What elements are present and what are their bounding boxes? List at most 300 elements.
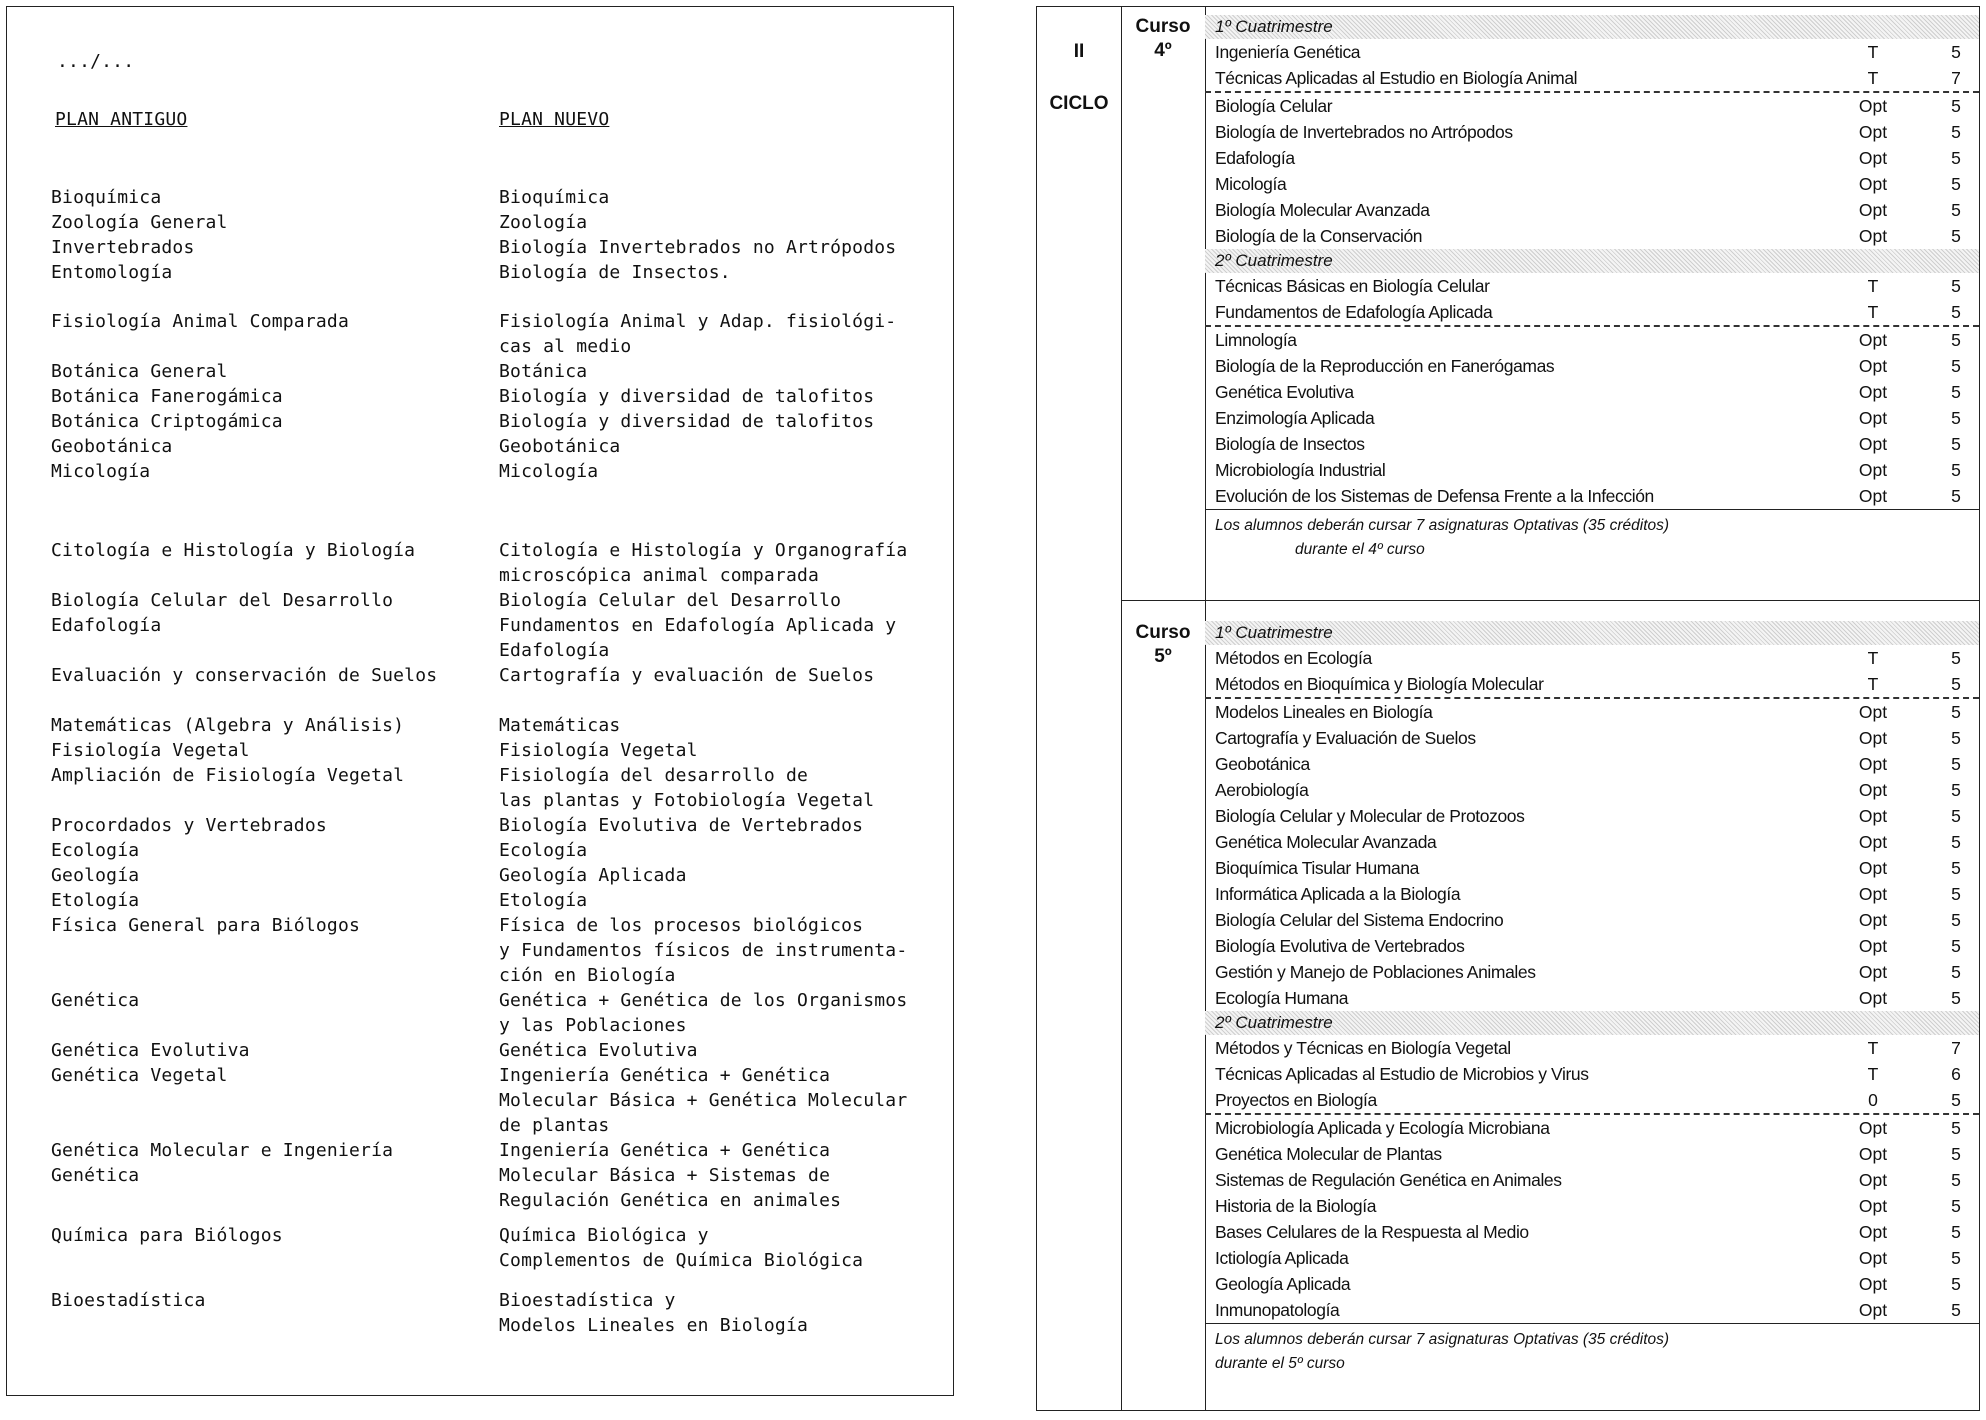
subject-credits: 5 (1951, 356, 1961, 376)
old-plan-subject (51, 913, 491, 938)
continuation-mark: .../... (57, 51, 135, 72)
optional-subject-row (1205, 697, 1979, 725)
curso-word: Curso (1135, 622, 1191, 643)
subject-credits: 5 (1951, 200, 1961, 220)
optional-subject-row (1205, 353, 1979, 379)
old-subject-line: Genética (51, 1165, 140, 1186)
old-plan-subject (51, 1063, 491, 1088)
old-subject-line: Física General para Biólogos (51, 915, 361, 936)
optional-subject-row (1205, 829, 1979, 855)
old-subject-line: Genética Molecular e Ingeniería (51, 1140, 394, 1161)
optional-subject-row (1205, 379, 1979, 405)
subject-credits: 5 (1951, 174, 1961, 194)
subject-type: Opt (1858, 858, 1888, 878)
subject-credits: 5 (1951, 1118, 1961, 1138)
subject-credits: 7 (1951, 68, 1961, 88)
new-subject-line: Ingeniería Genética + Genética (499, 1065, 831, 1086)
optional-subject-row (1205, 1113, 1979, 1141)
old-plan-subject (51, 185, 491, 210)
new-subject-line: las plantas y Fotobiología Vegetal (499, 790, 875, 811)
old-subject-line: Genética Vegetal (51, 1065, 228, 1086)
old-plan-subject (51, 210, 491, 235)
old-plan-subject (51, 813, 491, 838)
ciclo-ii-table (1036, 6, 1980, 1411)
old-subject-line: Botánica Criptogámica (51, 411, 283, 432)
subject-credits: 5 (1951, 988, 1961, 1008)
optional-subject-row (1205, 1193, 1979, 1219)
semester-header: 1º Cuatrimestre (1205, 621, 1979, 645)
curso-number: 4º (1154, 40, 1172, 61)
subject-credits: 5 (1951, 96, 1961, 116)
old-subject-line: Fisiología Vegetal (51, 740, 250, 761)
old-subject-line: Botánica Fanerogámica (51, 386, 283, 407)
old-plan-subject (51, 613, 491, 638)
subject-name: Ingeniería Genética (1215, 42, 1361, 62)
subject-name: Proyectos en Biología (1215, 1090, 1377, 1110)
curso-5-label (1121, 621, 1205, 669)
optional-subject-row (1205, 1245, 1979, 1271)
new-plan-subject (499, 588, 949, 613)
subject-credits: 5 (1951, 1248, 1961, 1268)
subject-credits: 5 (1951, 702, 1961, 722)
old-plan-subject (51, 409, 491, 434)
optional-subject-row (1205, 725, 1979, 751)
subject-credits: 5 (1951, 754, 1961, 774)
subject-name: Biología Celular y Molecular de Protozoos (1215, 806, 1525, 826)
new-plan-subject (499, 459, 949, 484)
subject-credits: 5 (1951, 728, 1961, 748)
old-plan-subject (51, 260, 491, 285)
subject-name: Genética Molecular de Plantas (1215, 1144, 1442, 1164)
subject-credits: 5 (1951, 330, 1961, 350)
subject-credits: 5 (1951, 1300, 1961, 1320)
new-subject-line: Geología Aplicada (499, 865, 687, 886)
subject-type: Opt (1858, 122, 1888, 142)
new-subject-line: ción en Biología (499, 965, 676, 986)
subject-type: T (1867, 68, 1879, 88)
subject-credits: 5 (1951, 42, 1961, 62)
core-subject-row (1205, 299, 1979, 325)
new-plan-subject (499, 409, 949, 434)
subject-name: Micología (1215, 174, 1287, 194)
subject-name: Bioquímica Tisular Humana (1215, 858, 1419, 878)
curso-word: Curso (1135, 16, 1191, 37)
subject-type: Opt (1858, 1300, 1888, 1320)
old-plan-subject (51, 738, 491, 763)
subject-type: Opt (1858, 1118, 1888, 1138)
subject-type: T (1867, 674, 1879, 694)
ciclo-label: CICLO (1049, 93, 1109, 114)
subject-credits: 5 (1951, 382, 1961, 402)
subject-type: Opt (1858, 356, 1888, 376)
subject-credits: 5 (1951, 1170, 1961, 1190)
optional-subject-row (1205, 223, 1979, 249)
new-plan-subject (499, 260, 949, 285)
subject-credits: 5 (1951, 434, 1961, 454)
subject-credits: 5 (1951, 148, 1961, 168)
semester-header: 2º Cuatrimestre (1205, 1011, 1979, 1035)
subject-name: Limnología (1215, 330, 1297, 350)
subject-type: T (1867, 1038, 1879, 1058)
optativas-note (1205, 1323, 1979, 1376)
new-plan-subject (499, 863, 949, 888)
note-line: Los alumnos deberán cursar 7 asignaturas Optativas (35 créditos) (1215, 517, 1670, 534)
subject-name: Bases Celulares de la Respuesta al Medio (1215, 1222, 1529, 1242)
subject-name: Biología de Insectos (1215, 434, 1365, 454)
core-subject-row (1205, 1035, 1979, 1061)
plan-equivalence-page (6, 6, 954, 1396)
new-plan-subject (499, 1288, 949, 1338)
new-subject-line: Fisiología Animal y Adap. fisiológi- (499, 311, 897, 332)
old-subject-line: Zoología General (51, 212, 228, 233)
subject-type: T (1867, 276, 1879, 296)
new-plan-subject (499, 613, 949, 663)
subject-type: Opt (1858, 408, 1888, 428)
subject-type: Opt (1858, 962, 1888, 982)
new-plan-subject (499, 888, 949, 913)
subject-credits: 6 (1951, 1064, 1961, 1084)
subject-type: T (1867, 302, 1879, 322)
subject-name: Biología Celular del Sistema Endocrino (1215, 910, 1504, 930)
old-subject-line: Micología (51, 461, 151, 482)
subject-credits: 5 (1951, 780, 1961, 800)
subject-credits: 5 (1951, 408, 1961, 428)
old-subject-line: Etología (51, 890, 140, 911)
old-plan-subject (51, 838, 491, 863)
new-subject-line: Edafología (499, 640, 610, 661)
new-plan-subject (499, 359, 949, 384)
optional-subject-row (1205, 171, 1979, 197)
optional-subject-row (1205, 1297, 1979, 1323)
old-subject-line: Ampliación de Fisiología Vegetal (51, 765, 405, 786)
subject-name: Inmunopatología (1215, 1300, 1340, 1320)
optional-subject-row (1205, 91, 1979, 119)
new-subject-line: microscópica animal comparada (499, 565, 820, 586)
subject-name: Métodos y Técnicas en Biología Vegetal (1215, 1038, 1511, 1058)
subject-name: Biología de Invertebrados no Artrópodos (1215, 122, 1513, 142)
new-subject-line: Biología Celular del Desarrollo (499, 590, 842, 611)
subject-credits: 5 (1951, 1222, 1961, 1242)
old-plan-subject (51, 309, 491, 334)
subject-type: Opt (1858, 486, 1888, 506)
new-subject-line: y Fundamentos físicos de instrumenta- (499, 940, 908, 961)
old-plan-subject (51, 588, 491, 613)
core-subject-row (1205, 671, 1979, 697)
new-subject-line: Fundamentos en Edafología Aplicada y (499, 615, 897, 636)
optional-subject-row (1205, 431, 1979, 457)
optional-subject-row (1205, 933, 1979, 959)
old-plan-subject (51, 1223, 491, 1248)
subject-name: Biología de la Conservación (1215, 226, 1423, 246)
new-plan-subject (499, 1138, 949, 1213)
old-subject-line: Evaluación y conservación de Suelos (51, 665, 438, 686)
new-subject-line: Matemáticas (499, 715, 621, 736)
subject-type: Opt (1858, 226, 1888, 246)
new-plan-subject (499, 309, 949, 359)
new-plan-subject (499, 1223, 949, 1273)
subject-credits: 5 (1951, 884, 1961, 904)
subject-name: Edafología (1215, 148, 1295, 168)
subject-credits: 5 (1951, 858, 1961, 878)
new-subject-line: Genética + Genética de los Organismos (499, 990, 908, 1011)
subject-name: Informática Aplicada a la Biología (1215, 884, 1461, 904)
subject-credits: 5 (1951, 832, 1961, 852)
new-subject-line: Biología y diversidad de talofitos (499, 411, 875, 432)
old-subject-line: Ecología (51, 840, 140, 861)
old-subject-line: Citología e Histología y Biología (51, 540, 416, 561)
subject-type: Opt (1858, 806, 1888, 826)
core-subject-row (1205, 273, 1979, 299)
subject-credits: 5 (1951, 486, 1961, 506)
semester-header: 2º Cuatrimestre (1205, 249, 1979, 273)
new-subject-line: Ecología (499, 840, 588, 861)
subject-type: Opt (1858, 754, 1888, 774)
old-subject-line: Botánica General (51, 361, 228, 382)
old-subject-line: Entomología (51, 262, 173, 283)
old-subject-line: Fisiología Animal Comparada (51, 311, 349, 332)
subject-credits: 5 (1951, 1196, 1961, 1216)
subject-type: Opt (1858, 382, 1888, 402)
subject-type: Opt (1858, 832, 1888, 852)
old-subject-line: Invertebrados (51, 237, 195, 258)
optional-subject-row (1205, 119, 1979, 145)
old-plan-subject (51, 235, 491, 260)
optional-subject-row (1205, 325, 1979, 353)
subject-name: Biología Celular (1215, 96, 1333, 116)
subject-type: Opt (1858, 1222, 1888, 1242)
old-plan-subject (51, 713, 491, 738)
core-subject-row (1205, 65, 1979, 91)
optional-subject-row (1205, 881, 1979, 907)
old-plan-subject (51, 863, 491, 888)
new-plan-subject (499, 538, 949, 588)
subject-type: Opt (1858, 148, 1888, 168)
new-plan-subject (499, 235, 949, 260)
old-subject-line: Bioestadística (51, 1290, 206, 1311)
subject-name: Geobotánica (1215, 754, 1310, 774)
new-plan-subject (499, 813, 949, 838)
new-subject-line: Biología de Insectos. (499, 262, 731, 283)
subject-name: Métodos en Ecología (1215, 648, 1372, 668)
subject-credits: 5 (1951, 122, 1961, 142)
note-line: Los alumnos deberán cursar 7 asignaturas Optativas (35 créditos) (1215, 1331, 1670, 1348)
subject-name: Técnicas Aplicadas al Estudio en Biología Animal (1215, 68, 1578, 88)
subject-type: T (1867, 42, 1879, 62)
subject-type: Opt (1858, 936, 1888, 956)
new-subject-line: cas al medio (499, 336, 632, 357)
optional-subject-row (1205, 457, 1979, 483)
subject-credits: 5 (1951, 936, 1961, 956)
subject-credits: 5 (1951, 1090, 1961, 1110)
new-subject-line: Bioestadística y (499, 1290, 676, 1311)
subject-type: Opt (1858, 1170, 1888, 1190)
new-plan-subject (499, 663, 949, 688)
subject-type: Opt (1858, 1248, 1888, 1268)
old-subject-line: Genética (51, 990, 140, 1011)
subject-name: Fundamentos de Edafología Aplicada (1215, 302, 1493, 322)
core-subject-row (1205, 645, 1979, 671)
optional-subject-row (1205, 855, 1979, 881)
new-subject-line: Regulación Genética en animales (499, 1190, 842, 1211)
old-subject-line: Biología Celular del Desarrollo (51, 590, 394, 611)
new-subject-line: Fisiología del desarrollo de (499, 765, 809, 786)
old-plan-subject (51, 763, 491, 788)
header-plan-nuevo: PLAN NUEVO (499, 109, 610, 130)
subject-name: Microbiología Industrial (1215, 460, 1386, 480)
subject-type: Opt (1858, 174, 1888, 194)
optional-subject-row (1205, 985, 1979, 1011)
new-subject-line: Micología (499, 461, 599, 482)
old-subject-line: Geología (51, 865, 140, 886)
curso-5-block (1205, 621, 1979, 1376)
note-line: durante el 4º curso (1295, 541, 1425, 558)
subject-credits: 7 (1951, 1038, 1961, 1058)
new-subject-line: Zoología (499, 212, 588, 233)
new-plan-subject (499, 434, 949, 459)
subject-credits: 5 (1951, 460, 1961, 480)
optional-subject-row (1205, 751, 1979, 777)
subject-credits: 5 (1951, 962, 1961, 982)
subject-type: Opt (1858, 988, 1888, 1008)
subject-type: Opt (1858, 1274, 1888, 1294)
new-subject-line: Citología e Histología y Organografía (499, 540, 908, 561)
old-plan-subject (51, 663, 491, 688)
old-plan-subject (51, 1038, 491, 1063)
optional-subject-row (1205, 1271, 1979, 1297)
old-plan-subject (51, 538, 491, 563)
new-subject-line: Modelos Lineales en Biología (499, 1315, 809, 1336)
old-subject-line: Matemáticas (Algebra y Análisis) (51, 715, 405, 736)
new-plan-subject (499, 988, 949, 1038)
subject-type: Opt (1858, 1144, 1888, 1164)
new-plan-subject (499, 838, 949, 863)
subject-type: Opt (1858, 434, 1888, 454)
subject-credits: 5 (1951, 1144, 1961, 1164)
new-subject-line: Física de los procesos biológicos (499, 915, 864, 936)
optional-subject-row (1205, 1219, 1979, 1245)
optativas-note (1205, 509, 1979, 562)
subject-type: Opt (1858, 96, 1888, 116)
curso-4-label (1121, 15, 1205, 63)
new-subject-line: Geobotánica (499, 436, 621, 457)
new-subject-line: Molecular Básica + Sistemas de (499, 1165, 831, 1186)
new-subject-line: Etología (499, 890, 588, 911)
new-subject-line: Cartografía y evaluación de Suelos (499, 665, 875, 686)
optional-subject-row (1205, 777, 1979, 803)
subject-name: Genética Evolutiva (1215, 382, 1354, 402)
subject-name: Gestión y Manejo de Poblaciones Animales (1215, 962, 1536, 982)
subject-name: Enzimología Aplicada (1215, 408, 1375, 428)
old-subject-line: Geobotánica (51, 436, 173, 457)
optional-subject-row (1205, 803, 1979, 829)
new-subject-line: Química Biológica y (499, 1225, 709, 1246)
subject-name: Biología de la Reproducción en Fanerógamas (1215, 356, 1555, 376)
subject-name: Ecología Humana (1215, 988, 1349, 1008)
old-plan-subject (51, 434, 491, 459)
new-subject-line: Molecular Básica + Genética Molecular (499, 1090, 908, 1111)
optional-subject-row (1205, 197, 1979, 223)
subject-type: Opt (1858, 728, 1888, 748)
new-subject-line: Biología Invertebrados no Artrópodos (499, 237, 897, 258)
subject-type: T (1867, 1064, 1879, 1084)
new-plan-subject (499, 210, 949, 235)
subject-name: Evolución de los Sistemas de Defensa Frente a la Infección (1215, 486, 1654, 506)
optional-subject-row (1205, 907, 1979, 933)
new-subject-line: y las Poblaciones (499, 1015, 687, 1036)
new-plan-subject (499, 1063, 949, 1138)
new-plan-subject (499, 763, 949, 813)
semester-header: 1º Cuatrimestre (1205, 15, 1979, 39)
column-divider (1121, 7, 1122, 1410)
subject-credits: 5 (1951, 648, 1961, 668)
old-plan-subject (51, 359, 491, 384)
subject-type: Opt (1858, 884, 1888, 904)
curso-4-block (1205, 15, 1979, 562)
subject-name: Modelos Lineales en Biología (1215, 702, 1433, 722)
optional-subject-row (1205, 1167, 1979, 1193)
optional-subject-row (1205, 1141, 1979, 1167)
new-subject-line: Complementos de Química Biológica (499, 1250, 864, 1271)
header-plan-antiguo: PLAN ANTIGUO (55, 109, 188, 130)
subject-type: 0 (1868, 1090, 1878, 1110)
subject-name: Biología Molecular Avanzada (1215, 200, 1430, 220)
old-plan-subject (51, 384, 491, 409)
old-subject-line: Procordados y Vertebrados (51, 815, 327, 836)
new-plan-subject (499, 185, 949, 210)
subject-name: Geología Aplicada (1215, 1274, 1351, 1294)
old-plan-subject (51, 1138, 491, 1188)
subject-credits: 5 (1951, 806, 1961, 826)
optional-subject-row (1205, 145, 1979, 171)
subject-credits: 5 (1951, 674, 1961, 694)
subject-credits: 5 (1951, 302, 1961, 322)
old-subject-line: Química para Biólogos (51, 1225, 283, 1246)
core-subject-row (1205, 39, 1979, 65)
subject-name: Ictiología Aplicada (1215, 1248, 1349, 1268)
old-plan-subject (51, 988, 491, 1013)
new-plan-subject (499, 713, 949, 738)
new-subject-line: Botánica (499, 361, 588, 382)
subject-type: Opt (1858, 330, 1888, 350)
core-subject-row (1205, 1061, 1979, 1087)
new-plan-subject (499, 384, 949, 409)
subject-type: Opt (1858, 200, 1888, 220)
new-subject-line: Genética Evolutiva (499, 1040, 698, 1061)
new-plan-subject (499, 1038, 949, 1063)
old-plan-subject (51, 459, 491, 484)
subject-credits: 5 (1951, 1274, 1961, 1294)
core-subject-row (1205, 1087, 1979, 1113)
new-subject-line: Bioquímica (499, 187, 610, 208)
subject-name: Sistemas de Regulación Genética en Animales (1215, 1170, 1562, 1190)
new-subject-line: de plantas (499, 1115, 610, 1136)
curso-separator (1121, 600, 1979, 601)
subject-type: Opt (1858, 460, 1888, 480)
new-subject-line: Biología Evolutiva de Vertebrados (499, 815, 864, 836)
subject-name: Historia de la Biología (1215, 1196, 1377, 1216)
old-plan-subject (51, 1288, 491, 1313)
subject-name: Microbiología Aplicada y Ecología Microbiana (1215, 1118, 1550, 1138)
subject-name: Métodos en Bioquímica y Biología Molecular (1215, 674, 1544, 694)
optional-subject-row (1205, 959, 1979, 985)
subject-type: T (1867, 648, 1879, 668)
subject-name: Aerobiología (1215, 780, 1309, 800)
note-line: durante el 5º curso (1215, 1355, 1345, 1372)
new-subject-line: Fisiología Vegetal (499, 740, 698, 761)
subject-type: Opt (1858, 780, 1888, 800)
subject-type: Opt (1858, 1196, 1888, 1216)
optional-subject-row (1205, 483, 1979, 509)
